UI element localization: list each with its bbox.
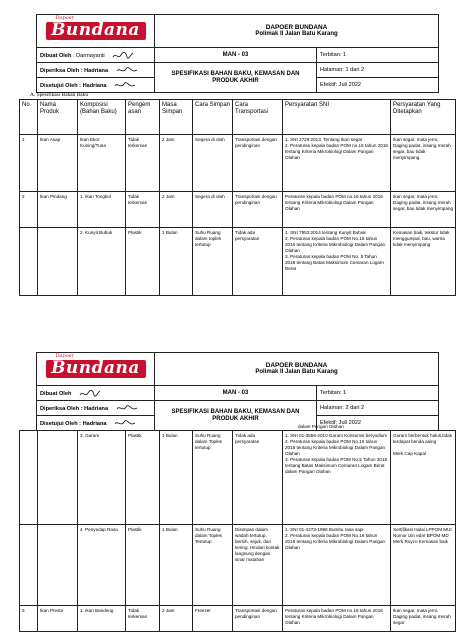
- cell-cara-simpan: Freezer: [193, 606, 233, 632]
- checked-by-cell: Diperiksa Oleh : Hadriana: [37, 401, 155, 416]
- table-header-row: [20, 100, 456, 135]
- halaman: Halaman: 2 dari 2: [317, 401, 439, 416]
- col-header: Pengem asan: [126, 100, 160, 135]
- cell-transport: Tidak ada persyaratan: [233, 431, 283, 525]
- cell-sni: [283, 606, 391, 632]
- sni-item: 2. Peraturan kepala badan POM No.16 tahun 2016 tentang Kriteria Mikrobiologi Dalam Pangan Olahan: [285, 438, 386, 456]
- sni-item: 1. SNI 2729:2013, Tentang Ikan segar: [285, 137, 363, 142]
- approved-by-cell: Disetujui Oleh : Hadriana: [37, 416, 155, 431]
- cell-komposisi: 3. Garam: [78, 431, 126, 525]
- cell-no: 2: [20, 192, 38, 228]
- made-by-cell: Dibuat Oleh : Darmayanti: [37, 48, 155, 63]
- effective-date: Efektif: Juli 2022: [317, 416, 439, 431]
- sni-item: 2. Peraturan kepala badan POM no.16 tahun 2016 tentang Kriteria Mikrobiologi Dalam Pangan Olahan: [285, 142, 388, 160]
- cell-kemasan: Tidak terkemas: [126, 606, 160, 632]
- cell-komposisi: Ikan Ekor Kuning/Tuna: [78, 135, 126, 192]
- sni-item: 1. SNI 01-4273-1996 Bumbu rasa sapi: [285, 527, 364, 532]
- col-header: Cara Simpan: [193, 100, 233, 135]
- company-cell: [155, 353, 439, 386]
- cell-ditetapkan: Garam berbentuk halus,tidak terdapat benda asing Merk Cap Kapal: [391, 431, 456, 525]
- signature-icon: [79, 389, 101, 398]
- table-row: [20, 525, 456, 606]
- page-2: [0, 348, 474, 632]
- company-cell: [155, 15, 439, 48]
- cell-produk: Ikan Presto: [38, 606, 78, 632]
- cell-sni: [283, 135, 391, 192]
- document-header: [36, 14, 439, 93]
- signature-icon: [112, 51, 134, 60]
- cell-cara-simpan: Segera di olah: [193, 192, 233, 228]
- cell-sni: [283, 525, 391, 606]
- cell-sni: [283, 431, 391, 525]
- table-row: [20, 228, 456, 296]
- signature-icon: [114, 419, 136, 428]
- terbitan: Terbitan: 1: [317, 386, 439, 401]
- cell-no: [20, 228, 38, 296]
- sni-item: 1. SNI 01-3556-2010 Garam Konsumsi beryodium: [285, 433, 388, 438]
- col-header: Nama Produk: [38, 100, 78, 135]
- cell-no: [20, 525, 38, 606]
- company-name: DAPOER BUNDANA: [265, 362, 328, 370]
- cell-kemasan: Plastik: [126, 228, 160, 296]
- signature-icon: [116, 404, 138, 413]
- cell-produk: [38, 431, 78, 525]
- company-name: DAPOER BUNDANA: [265, 24, 328, 32]
- doc-title: SPESIFIKASI BAHAN BAKU, KEMASAN DAN PRODUK AKHIR: [155, 401, 317, 431]
- checked-by-cell: Diperiksa Oleh : Hadriana: [37, 63, 155, 78]
- cell-ditetapkan: Ikan segar, mata jerni, Daging padat, insang merah segar, bau tidak menyimpang.: [391, 135, 456, 192]
- cell-cara-simpan: Suhu Ruang dalam Toples tertutup: [193, 431, 233, 525]
- cell-masa: 1 Bulan: [160, 525, 193, 606]
- page-1: [0, 0, 474, 300]
- made-by-cell: Dibuat Oleh: [37, 386, 155, 401]
- halaman: Halaman: 1 dari 2: [317, 63, 439, 78]
- cell-sni: [283, 228, 391, 296]
- doc-title: SPESIFIKASI BAHAN BAKU, KEMASAN DAN PRODUK AKHIR: [155, 63, 317, 93]
- sni-item: Peraturan kepala badan POM no.16 tahun 2016 tentang Kriteria Mikrobiologi Dalam Pangan Olahan: [285, 194, 383, 211]
- table-row: [20, 606, 456, 632]
- cell-ditetapkan: Sertifikasi Halal LPPOM MUI Nomor izin edar BPOM MD Merk Royco Kemasan baik: [391, 525, 456, 606]
- col-header: Komposisi (Bahan Baku): [78, 100, 126, 135]
- cell-ditetapkan: Kemasan baik, tekstur tidak menggumpal, bau, warna tidak menyimpang: [391, 228, 456, 296]
- cell-masa: 1 Bulan: [160, 431, 193, 525]
- cell-no: [20, 431, 38, 525]
- cell-masa: 2 Jam: [160, 192, 193, 228]
- cell-no: 1: [20, 135, 38, 192]
- company-address: Polimak II Jalan Batu Karang: [255, 31, 338, 38]
- table-row: [20, 431, 456, 525]
- spec-table: [19, 99, 456, 296]
- approved-by-cell: Disetujui Oleh : Hadriana: [37, 78, 155, 93]
- sni-item: 1. SNI 7953:2014 tentang Kunyit Bubuk: [285, 230, 366, 235]
- effective-date: Efektif: Juli 2022: [317, 78, 439, 93]
- cell-masa: 2 Jam: [160, 606, 193, 632]
- col-header: Persyaratan Yang Ditetapkan: [391, 100, 456, 135]
- document-header: [36, 352, 439, 431]
- brand-logo: Dapoer Bundana: [46, 354, 146, 382]
- cell-no: 3: [20, 606, 38, 632]
- cell-cara-simpan: Suhu Ruang dalam Toples Tertutup: [193, 525, 233, 606]
- cell-produk: [38, 525, 78, 606]
- cell-produk: [38, 228, 78, 296]
- cell-produk: Ikan Asap: [38, 135, 78, 192]
- cell-kemasan: Plastik: [126, 525, 160, 606]
- cell-transport: Transportasi dengan pendinginan: [233, 192, 283, 228]
- col-header: Masa Simpan: [160, 100, 193, 135]
- sni-item: 3. Peraturan kepala badan POM No. 5 Tahun 2018 tentang Batas Maksimum Cemaran Logam Berat: [285, 253, 384, 271]
- brand-logo: Dapoer Bundana: [46, 16, 146, 44]
- cell-kemasan: Tidak terkemas: [126, 192, 160, 228]
- cell-transport: Transportasi dengan pendinginan: [233, 135, 283, 192]
- cell-transport: Disimpan dalam wadah tertutup, bersih, sejuk, dan kering. Hindari kontak langsung dengan sinar matahari: [233, 525, 283, 606]
- col-header: Persyaratan SNI: [283, 100, 391, 135]
- company-address: Polimak II Jalan Batu Karang: [255, 369, 338, 376]
- sni-item: 2. Peraturan kepala badan POM No.16 tahun 2016 tentang Kriteria Mikrobiologi Dalam Pangan Olahan: [285, 532, 386, 550]
- cell-masa: 1 Bulan: [160, 228, 193, 296]
- doc-code: MAN - 03: [155, 386, 317, 401]
- cell-ditetapkan: Ikan segar, mata jerni, Daging padat, insang merah segar: [391, 606, 456, 632]
- doc-code: MAN - 03: [155, 48, 317, 63]
- cell-komposisi: 1. Ikan Bandeng: [78, 606, 126, 632]
- cell-transport: Transportasi dengan pendinginan: [233, 606, 283, 632]
- cell-komposisi: 4. Penyedap Rasa: [78, 525, 126, 606]
- cell-cara-simpan: Suhu Ruang dalam toples tertutup: [193, 228, 233, 296]
- table-row: [20, 192, 456, 228]
- sni-item: 2. Peraturan kepala badan POM No.16 tahun 2016 tentang Kriteria Mikrobiologi Dalam Pangan Olahan: [285, 235, 386, 253]
- cell-kemasan: Tidak terkemas: [126, 135, 160, 192]
- terbitan: Terbitan: 1: [317, 48, 439, 63]
- cell-komposisi: 2. Kunyit Bubuk: [78, 228, 126, 296]
- col-header: No: [20, 100, 38, 135]
- cell-komposisi: 1. Ikan Tongkol: [78, 192, 126, 228]
- logo-cell: [37, 15, 155, 48]
- cell-sni: [283, 192, 391, 228]
- sni-item: Peraturan kepala badan POM no.16 tahun 2016 tentang Kriteria Mikrobiologi Dalam Pangan Olahan: [285, 608, 383, 625]
- spec-table-continued: [19, 430, 456, 632]
- cell-cara-simpan: Segera di olah: [193, 135, 233, 192]
- cell-produk: Ikan Pindang: [38, 192, 78, 228]
- col-header: Cara Transportasi: [233, 100, 283, 135]
- table-row: [20, 135, 456, 192]
- cell-masa: 2 Jam: [160, 135, 193, 192]
- continued-text: dalam Pangan Olahan: [298, 424, 344, 429]
- sni-item: 3. Peraturan kepala badan POM No.5 Tahun 2018 tentang Batas Maksimum Cemaran Logam Berat dalam Pangan Olahan: [285, 456, 388, 474]
- logo-cell: [37, 353, 155, 386]
- signature-icon: [114, 81, 136, 90]
- signature-icon: [116, 66, 138, 75]
- cell-transport: Tidak ada persyaratan: [233, 228, 283, 296]
- page-gap: [0, 300, 474, 348]
- cell-ditetapkan: Ikan segar, mata jerni, Daging padat, insang merah segar, bau tidak menyimpang: [391, 192, 456, 228]
- cell-kemasan: Plastik: [126, 431, 160, 525]
- section-title: A. Spesifikasi Bahan Baku: [30, 92, 89, 98]
